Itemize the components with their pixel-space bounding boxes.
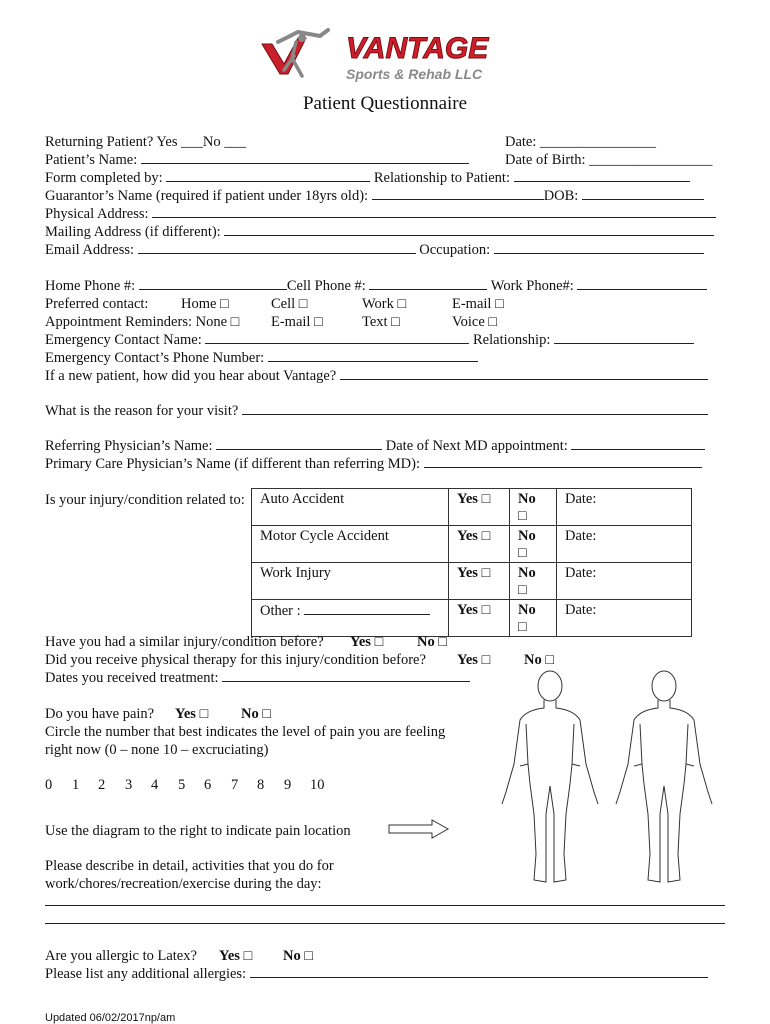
- table-row: [252, 489, 692, 526]
- relationship-field[interactable]: [514, 169, 690, 182]
- emergency-name-label: Emergency Contact Name:: [45, 332, 202, 348]
- body-front-icon: [502, 671, 598, 882]
- injury-question: Is your injury/condition related to:: [45, 492, 245, 508]
- work-phone-label: Work Phone#:: [490, 278, 574, 294]
- pain-scale-1[interactable]: 1: [72, 777, 80, 793]
- body-diagram[interactable]: [498, 664, 728, 890]
- dates-treatment-field[interactable]: [222, 669, 470, 682]
- similar-no-option[interactable]: No □: [417, 634, 448, 650]
- pain-scale-0[interactable]: 0: [45, 777, 53, 793]
- circle-instruction-2: right now (0 – none 10 – excruciating): [45, 742, 269, 758]
- guarantor-label: Guarantor’s Name (required if patient under 18yrs old):: [45, 188, 369, 204]
- injury-date[interactable]: Date:: [557, 526, 692, 563]
- pain-no-option[interactable]: No □: [241, 706, 272, 722]
- injury-other-cell: [252, 600, 449, 637]
- home-phone-label: Home Phone #:: [45, 278, 136, 294]
- latex-label: Are you allergic to Latex?: [45, 948, 197, 964]
- reminder-voice-option[interactable]: Voice □: [452, 314, 498, 330]
- injury-type: Motor Cycle Accident: [252, 526, 449, 563]
- reminders-label[interactable]: Appointment Reminders: None □: [45, 314, 240, 330]
- pain-scale-7[interactable]: 7: [231, 777, 239, 793]
- guarantor-field[interactable]: [372, 187, 544, 200]
- pt-yes-option[interactable]: Yes □: [457, 652, 491, 668]
- pain-scale-9[interactable]: 9: [284, 777, 292, 793]
- activities-field-1[interactable]: [45, 905, 725, 906]
- cell-phone-label: Cell Phone #:: [286, 278, 366, 294]
- injury-yes[interactable]: Yes □: [449, 563, 510, 600]
- pt-no-option[interactable]: No □: [524, 652, 555, 668]
- reason-label: What is the reason for your visit?: [45, 403, 239, 419]
- referring-field[interactable]: [216, 437, 382, 450]
- injury-date[interactable]: Date:: [557, 563, 692, 600]
- hear-about-label: If a new patient, how did you hear about Vantage?: [45, 368, 337, 384]
- patient-name-label: Patient’s Name:: [45, 152, 138, 168]
- email-label: Email Address:: [45, 242, 135, 258]
- occupation-field[interactable]: [494, 241, 704, 254]
- latex-yes-option[interactable]: Yes □: [219, 948, 253, 964]
- vantage-logo: [258, 28, 518, 88]
- injury-other-field[interactable]: [304, 602, 430, 615]
- footer-updated: Updated 06/02/2017np/am: [45, 1012, 176, 1024]
- mailing-address-field[interactable]: [224, 223, 714, 236]
- preferred-contact-label: Preferred contact:: [45, 296, 149, 312]
- allergies-label: Please list any additional allergies:: [45, 966, 247, 982]
- reminder-text-option[interactable]: Text □: [362, 314, 400, 330]
- body-back-icon: [616, 671, 712, 882]
- injury-table: [251, 488, 692, 637]
- arrow-right-icon: [388, 819, 450, 839]
- relationship-label: Relationship to Patient:: [373, 170, 510, 186]
- cell-phone-field[interactable]: [369, 277, 487, 290]
- pcp-field[interactable]: [424, 455, 702, 468]
- preferred-work-option[interactable]: Work □: [362, 296, 407, 312]
- patient-name-field[interactable]: [141, 151, 469, 164]
- injury-date[interactable]: Date:: [557, 600, 692, 637]
- mailing-address-label: Mailing Address (if different):: [45, 224, 221, 240]
- injury-type: Work Injury: [252, 563, 449, 600]
- returning-patient-label: Returning Patient? Yes ___No ___: [45, 134, 246, 150]
- guarantor-dob-field[interactable]: [582, 187, 704, 200]
- latex-no-option[interactable]: No □: [283, 948, 314, 964]
- injury-yes[interactable]: Yes □: [449, 600, 510, 637]
- page-title: Patient Questionnaire: [302, 93, 468, 114]
- injury-no[interactable]: No □: [510, 489, 557, 526]
- dob-label: Date of Birth: _________________: [505, 152, 713, 168]
- form-completed-field[interactable]: [166, 169, 370, 182]
- pain-scale-6[interactable]: 6: [204, 777, 212, 793]
- emergency-relationship-field[interactable]: [554, 331, 694, 344]
- dates-treatment-label: Dates you received treatment:: [45, 670, 219, 686]
- injury-yes[interactable]: Yes □: [449, 489, 510, 526]
- pain-scale-3[interactable]: 3: [125, 777, 133, 793]
- activities-instruction-2: work/chores/recreation/exercise during the day:: [45, 876, 322, 892]
- table-row: [252, 600, 692, 637]
- circle-instruction-1: Circle the number that best indicates the level of pain you are feeling: [45, 724, 446, 740]
- work-phone-field[interactable]: [577, 277, 707, 290]
- preferred-cell-option[interactable]: Cell □: [271, 296, 308, 312]
- allergies-field[interactable]: [250, 965, 708, 978]
- physical-address-label: Physical Address:: [45, 206, 149, 222]
- pain-yes-option[interactable]: Yes □: [175, 706, 209, 722]
- pt-before-label: Did you receive physical therapy for this injury/condition before?: [45, 652, 426, 668]
- pain-scale-5[interactable]: 5: [178, 777, 186, 793]
- pain-scale-4[interactable]: 4: [151, 777, 159, 793]
- similar-yes-option[interactable]: Yes □: [350, 634, 384, 650]
- injury-yes[interactable]: Yes □: [449, 526, 510, 563]
- physical-address-field[interactable]: [152, 205, 716, 218]
- emergency-phone-field[interactable]: [268, 349, 478, 362]
- pcp-label: Primary Care Physician’s Name (if different than referring MD):: [45, 456, 421, 472]
- logo-name: VANTAGE: [346, 32, 489, 65]
- next-md-field[interactable]: [571, 437, 705, 450]
- diagram-instruction: Use the diagram to the right to indicate pain location: [45, 823, 351, 839]
- pain-label: Do you have pain?: [45, 706, 155, 722]
- activities-field-2[interactable]: [45, 923, 725, 924]
- injury-no[interactable]: No □: [510, 563, 557, 600]
- hear-about-field[interactable]: [340, 367, 708, 380]
- injury-type: Auto Accident: [252, 489, 449, 526]
- pain-scale-10[interactable]: 10: [310, 777, 325, 793]
- form-completed-label: Form completed by:: [45, 170, 163, 186]
- injury-no[interactable]: No □: [510, 526, 557, 563]
- preferred-email-option[interactable]: E-mail □: [452, 296, 504, 312]
- table-row: [252, 563, 692, 600]
- logo-tagline: Sports & Rehab LLC: [346, 66, 483, 82]
- injury-date[interactable]: Date:: [557, 489, 692, 526]
- pain-scale-2[interactable]: 2: [98, 777, 106, 793]
- emergency-name-field[interactable]: [205, 331, 469, 344]
- pain-scale-8[interactable]: 8: [257, 777, 265, 793]
- emergency-phone-label: Emergency Contact’s Phone Number:: [45, 350, 265, 366]
- injury-type: Other :: [260, 603, 301, 619]
- injury-no[interactable]: No □: [510, 600, 557, 637]
- reason-field[interactable]: [242, 402, 708, 415]
- occupation-label: Occupation:: [419, 242, 491, 258]
- date-label: Date: ________________: [505, 134, 657, 150]
- email-field[interactable]: [138, 241, 416, 254]
- reminder-email-option[interactable]: E-mail □: [271, 314, 323, 330]
- preferred-home-option[interactable]: Home □: [181, 296, 229, 312]
- next-md-label: Date of Next MD appointment:: [385, 438, 568, 454]
- similar-injury-label: Have you had a similar injury/condition before?: [45, 634, 324, 650]
- referring-label: Referring Physician’s Name:: [45, 438, 213, 454]
- guarantor-dob-label: DOB:: [543, 188, 579, 204]
- logo-figure-icon: [258, 28, 348, 88]
- emergency-relationship-label: Relationship:: [473, 332, 551, 348]
- activities-instruction-1: Please describe in detail, activities that you do for: [45, 858, 334, 874]
- table-row: [252, 526, 692, 563]
- home-phone-field[interactable]: [139, 277, 287, 290]
